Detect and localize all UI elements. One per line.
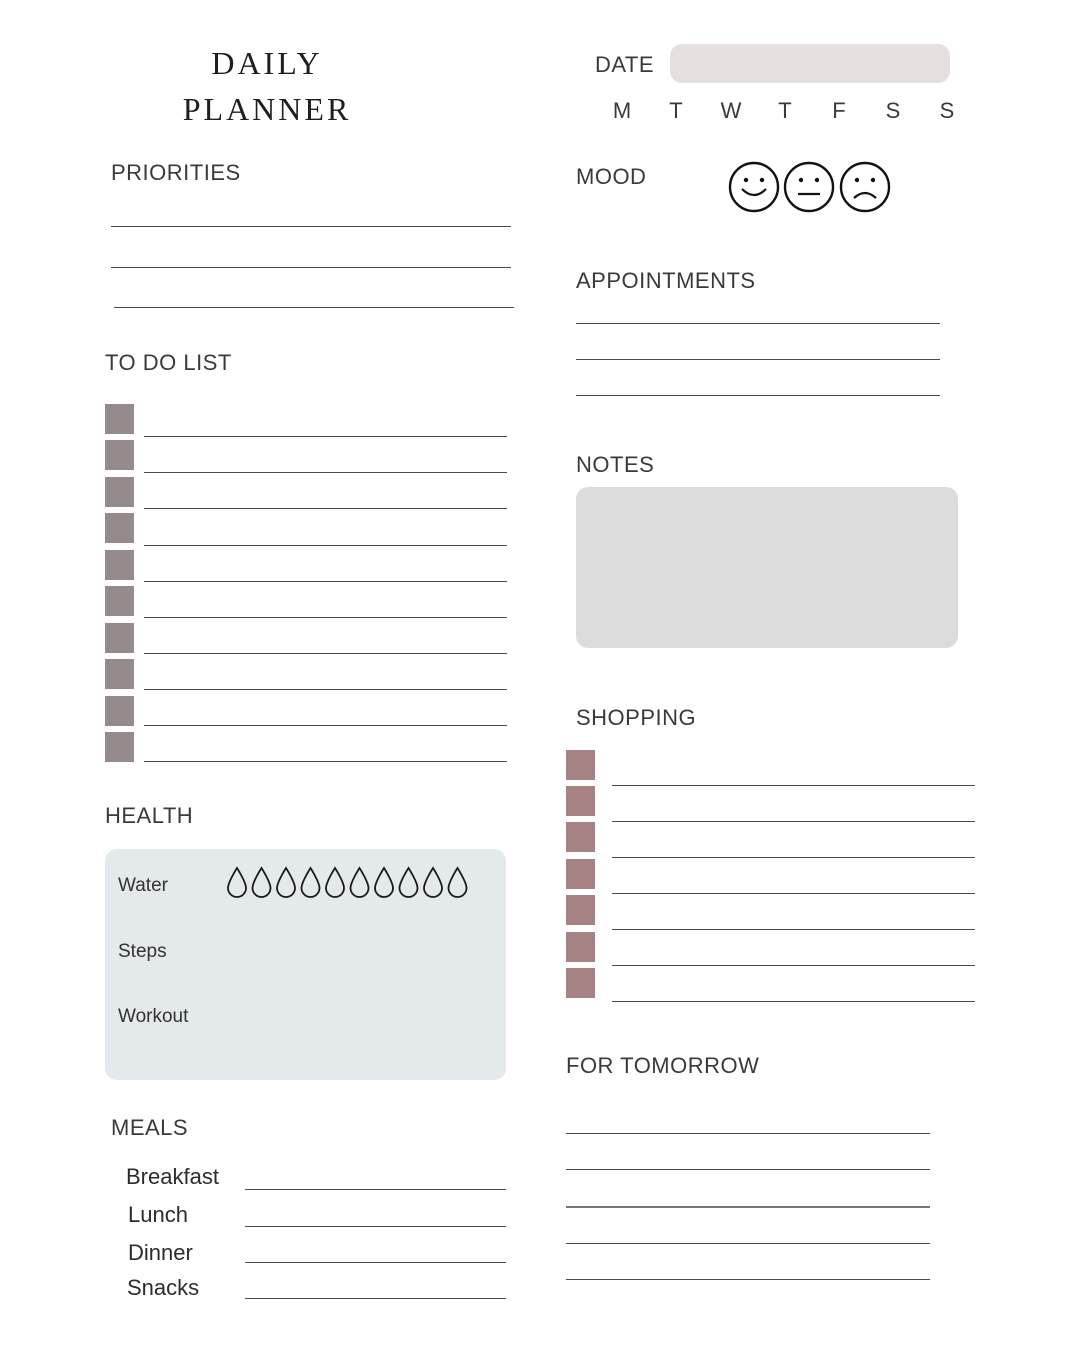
tomorrow-line[interactable] xyxy=(566,1169,930,1170)
meal-line-lunch[interactable] xyxy=(245,1226,506,1227)
weekday-thu[interactable]: T xyxy=(778,98,792,123)
appointments-heading: APPOINTMENTS xyxy=(576,268,756,293)
todo-checkbox[interactable] xyxy=(105,404,134,434)
weekday-wed[interactable]: W xyxy=(720,98,742,123)
todo-checkbox[interactable] xyxy=(105,586,134,616)
sad-face-icon[interactable] xyxy=(841,163,889,211)
tomorrow-heading: FOR TOMORROW xyxy=(566,1053,760,1078)
todo-line[interactable] xyxy=(144,617,507,618)
mood-faces xyxy=(725,158,895,216)
weekday-sat[interactable]: S xyxy=(885,98,901,123)
todo-checkbox[interactable] xyxy=(105,550,134,580)
todo-checkbox[interactable] xyxy=(105,623,134,653)
meal-line-breakfast[interactable] xyxy=(245,1189,506,1190)
weekday-sun[interactable]: S xyxy=(939,98,955,123)
shopping-checkbox[interactable] xyxy=(566,859,595,889)
shopping-line[interactable] xyxy=(612,1001,975,1002)
todo-checkbox[interactable] xyxy=(105,513,134,543)
water-drop-icon[interactable] xyxy=(375,868,393,897)
water-drop-icon[interactable] xyxy=(400,868,418,897)
appointment-line[interactable] xyxy=(576,323,940,324)
date-label: DATE xyxy=(595,52,655,77)
todo-line[interactable] xyxy=(144,653,507,654)
meal-line-dinner[interactable] xyxy=(245,1262,506,1263)
weekday-mon[interactable]: M xyxy=(612,98,632,123)
shopping-checkbox[interactable] xyxy=(566,968,595,998)
water-drop-icon[interactable] xyxy=(326,868,344,897)
todo-checkbox[interactable] xyxy=(105,696,134,726)
priority-line[interactable] xyxy=(111,267,511,268)
shopping-line[interactable] xyxy=(612,965,975,966)
todo-line[interactable] xyxy=(144,725,507,726)
todo-heading: TO DO LIST xyxy=(105,350,232,375)
title-line-1: DAILY xyxy=(211,45,323,81)
todo-checkbox[interactable] xyxy=(105,659,134,689)
shopping-line[interactable] xyxy=(612,821,975,822)
meal-line-snacks[interactable] xyxy=(245,1298,506,1299)
mood-heading: MOOD xyxy=(576,164,647,189)
priority-line[interactable] xyxy=(114,307,514,308)
shopping-line[interactable] xyxy=(612,785,975,786)
water-label: Water xyxy=(118,875,168,896)
water-drop-icon[interactable] xyxy=(302,868,320,897)
water-drop-icon[interactable] xyxy=(424,868,442,897)
shopping-line[interactable] xyxy=(612,929,975,930)
water-drop-icon[interactable] xyxy=(277,868,295,897)
health-heading: HEALTH xyxy=(105,803,194,828)
shopping-checkbox[interactable] xyxy=(566,822,595,852)
weekday-fri[interactable]: F xyxy=(832,98,846,123)
date-field[interactable] xyxy=(670,44,950,83)
meal-label-snacks: Snacks xyxy=(127,1275,200,1300)
steps-label: Steps xyxy=(118,941,167,962)
todo-checkbox[interactable] xyxy=(105,477,134,507)
page-title xyxy=(107,40,427,132)
water-drop-icon[interactable] xyxy=(351,868,369,897)
shopping-checkbox[interactable] xyxy=(566,750,595,780)
tomorrow-line[interactable] xyxy=(566,1279,930,1280)
notes-heading: NOTES xyxy=(576,452,655,477)
todo-line[interactable] xyxy=(144,508,507,509)
tomorrow-line[interactable] xyxy=(566,1206,930,1208)
notes-box[interactable] xyxy=(576,487,958,648)
todo-line[interactable] xyxy=(144,689,507,690)
water-drop-icon[interactable] xyxy=(228,868,246,897)
todo-checkbox[interactable] xyxy=(105,732,134,762)
shopping-line[interactable] xyxy=(612,857,975,858)
shopping-line[interactable] xyxy=(612,893,975,894)
tomorrow-line[interactable] xyxy=(566,1133,930,1134)
shopping-heading: SHOPPING xyxy=(576,705,697,730)
todo-line[interactable] xyxy=(144,472,507,473)
meal-label-lunch: Lunch xyxy=(128,1202,188,1227)
happy-face-icon[interactable] xyxy=(730,163,778,211)
water-tracker xyxy=(224,864,474,902)
meal-label-dinner: Dinner xyxy=(128,1240,193,1265)
todo-line[interactable] xyxy=(144,761,507,762)
shopping-checkbox[interactable] xyxy=(566,786,595,816)
workout-label: Workout xyxy=(118,1006,189,1027)
water-drop-icon[interactable] xyxy=(253,868,271,897)
weekday-tue[interactable]: T xyxy=(669,98,683,123)
todo-checkbox[interactable] xyxy=(105,440,134,470)
todo-line[interactable] xyxy=(144,545,507,546)
water-drop-icon[interactable] xyxy=(449,868,467,897)
title-line-2: PLANNER xyxy=(182,91,352,127)
appointment-line[interactable] xyxy=(576,359,940,360)
appointment-line[interactable] xyxy=(576,395,940,396)
shopping-checkbox[interactable] xyxy=(566,932,595,962)
priorities-heading: PRIORITIES xyxy=(111,160,241,185)
shopping-checkbox[interactable] xyxy=(566,895,595,925)
neutral-face-icon[interactable] xyxy=(785,163,833,211)
todo-line[interactable] xyxy=(144,581,507,582)
priority-line[interactable] xyxy=(111,226,511,227)
meal-label-breakfast: Breakfast xyxy=(126,1164,219,1189)
todo-line[interactable] xyxy=(144,436,507,437)
tomorrow-line[interactable] xyxy=(566,1243,930,1244)
meals-heading: MEALS xyxy=(111,1115,189,1140)
